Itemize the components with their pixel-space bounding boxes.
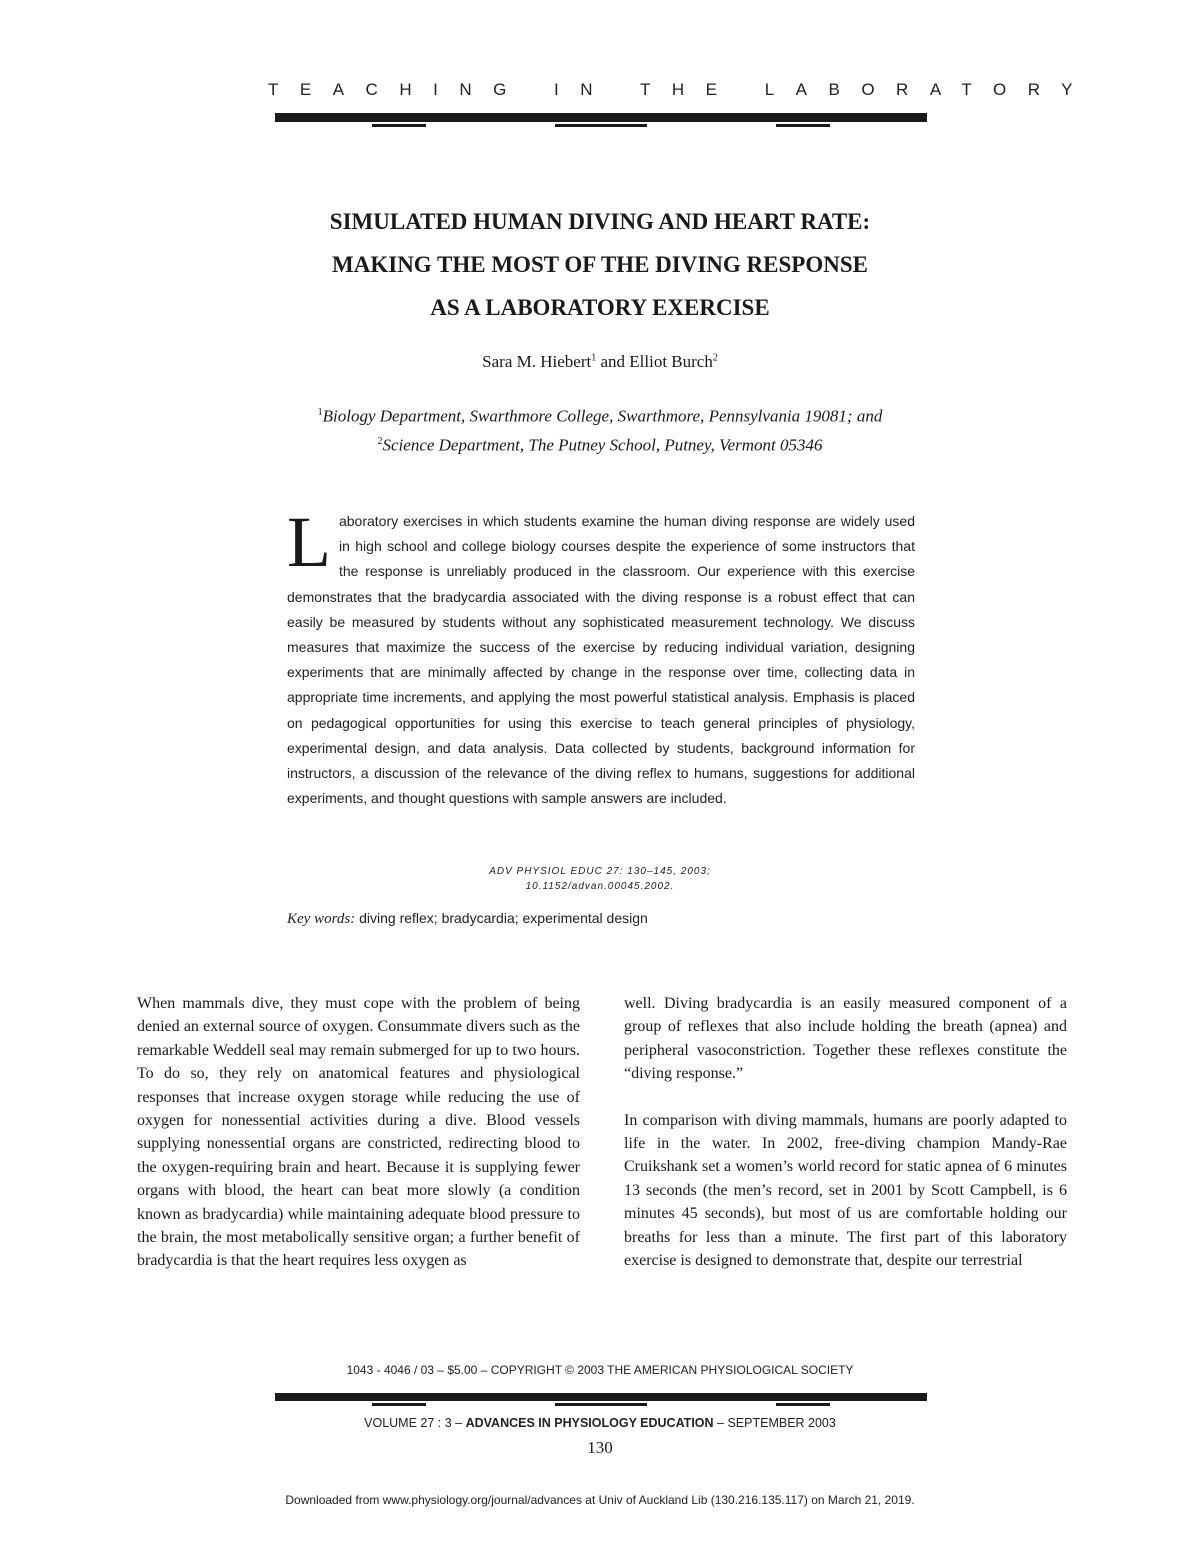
citation <box>400 864 800 894</box>
author-affiliation-mark: 2 <box>712 352 718 364</box>
affiliation-text: Science Department, The Putney School, Putney, Vermont 05346 <box>382 435 823 455</box>
volume-number: VOLUME 27 : 3 – <box>364 1416 463 1430</box>
page-number: 130 <box>587 1438 613 1457</box>
section-label: TEACHING IN THE LABORATORY <box>268 80 1095 99</box>
header-rule-tick <box>372 124 426 127</box>
affiliation-text: Biology Department, Swarthmore College, Swarthmore, Pennsylvania 19081; and <box>322 406 883 426</box>
citation-line: ADV PHYSIOL EDUC 27: 130–145, 2003; <box>489 866 711 877</box>
author-name: Sara M. Hiebert <box>482 352 592 371</box>
volume-line <box>200 1416 1000 1430</box>
abstract-dropcap: L <box>287 502 331 582</box>
issue-date: – SEPTEMBER 2003 <box>717 1416 836 1430</box>
header-rule-tick <box>555 124 647 127</box>
affiliations <box>150 400 1050 457</box>
body-paragraph: In comparison with diving mammals, humans are poorly adapted to life in the water. In 2002, free-diving champion Mandy-Rae Cruikshank set a women’s world record for static apnea of 6 minutes 13 seconds (the men’s record, set in 2001 by Scott Campbell, is 6 minutes 45 seconds), but most of us are comfortable holding our breaths for less than a minute. The first part of this laboratory exercise is designed to demonstrate that, despite our terrestrial <box>624 1111 1067 1270</box>
copyright-line: 1043 - 4046 / 03 – $5.00 – COPYRIGHT © 2003 THE AMERICAN PHYSIOLOGICAL SOCIETY <box>346 1363 854 1377</box>
header-rule <box>275 113 927 122</box>
abstract-text: aboratory exercises in which students examine the human diving response are widely used in high school and college biology courses despite the experience of some instructors that the response is unreliably produced in the classroom. Our experience with this exercise demonstrates that the bradycardia associated with the diving response is a robust effect that can easily be measured by students without any sophisticated measurement technology. We discuss measures that maximize the success of the exercise by reducing individual variation, designing experiments that are minimally affected by change in the response over time, collecting data in appropriate time increments, and applying the most powerful statistical analysis. Emphasis is placed on pedagogical opportunities for using this exercise to teach general principles of physiology, experimental design, and data analysis. Data collected by students, background information for instructors, a discussion of the relevance of the diving reflex to humans, suggestions for additional experiments, and thought questions with sample answers are included. <box>287 513 915 807</box>
author-conjunction: and <box>600 352 626 371</box>
author-affiliation-mark: 1 <box>591 352 597 364</box>
abstract <box>287 502 915 811</box>
body-column-left <box>137 992 580 1296</box>
author-name: Elliot Burch <box>629 352 713 371</box>
title-line: SIMULATED HUMAN DIVING AND HEART RATE: <box>329 209 871 234</box>
affiliation-mark: 1 <box>317 407 323 418</box>
keywords-list: diving reflex; bradycardia; experimental design <box>359 910 648 926</box>
affiliation-line <box>150 429 1050 458</box>
body-column-right <box>624 992 1067 1295</box>
title-line: AS A LABORATORY EXERCISE <box>430 295 770 320</box>
header-rule-tick <box>776 124 830 127</box>
body-paragraph: well. Diving bradycardia is an easily measured component of a group of reflexes that also include holding the breath (apnea) and peripheral vasoconstriction. Together these reflexes constitute the “diving response.” <box>624 995 1067 1083</box>
body-paragraph: When mammals dive, they must cope with the problem of being denied an external source of oxygen. Consummate divers such as the remarkable Weddell seal may remain submerged for up to two hours. To do so, they rely on anatomical features and physiological responses that increase oxygen storage while reducing the use of oxygen for nonessential activities during a dive. Blood vessels supplying nonessential organs are constricted, redirecting blood to the oxygen-requiring brain and heart. Because it is supplying fewer organs with blood, the heart can beat more slowly (a condition known as bradycardia) while maintaining adequate blood pressure to the brain, the most metabolically sensitive organ; a further benefit of bradycardia is that the heart requires less oxygen as <box>137 995 580 1270</box>
citation-doi: 10.1152/advan.00045.2002. <box>525 881 675 892</box>
article-title <box>200 200 1000 329</box>
affiliation-line <box>150 400 1050 429</box>
affiliation-mark: 2 <box>377 435 383 447</box>
author-list <box>200 352 1000 372</box>
footer-rule-tick <box>555 1403 647 1406</box>
footer-rule <box>275 1393 927 1401</box>
keywords <box>287 910 907 928</box>
keywords-label: Key words: <box>287 911 356 927</box>
footer-rule-tick <box>372 1403 426 1406</box>
footer-rule-tick <box>776 1403 830 1406</box>
journal-name: ADVANCES IN PHYSIOLOGY EDUCATION <box>465 1416 714 1430</box>
download-notice: Downloaded from www.physiology.org/journal/advances at Univ of Auckland Lib (130.216.135.117) on March 21, 2019. <box>285 1493 915 1507</box>
title-line: MAKING THE MOST OF THE DIVING RESPONSE <box>332 252 868 277</box>
